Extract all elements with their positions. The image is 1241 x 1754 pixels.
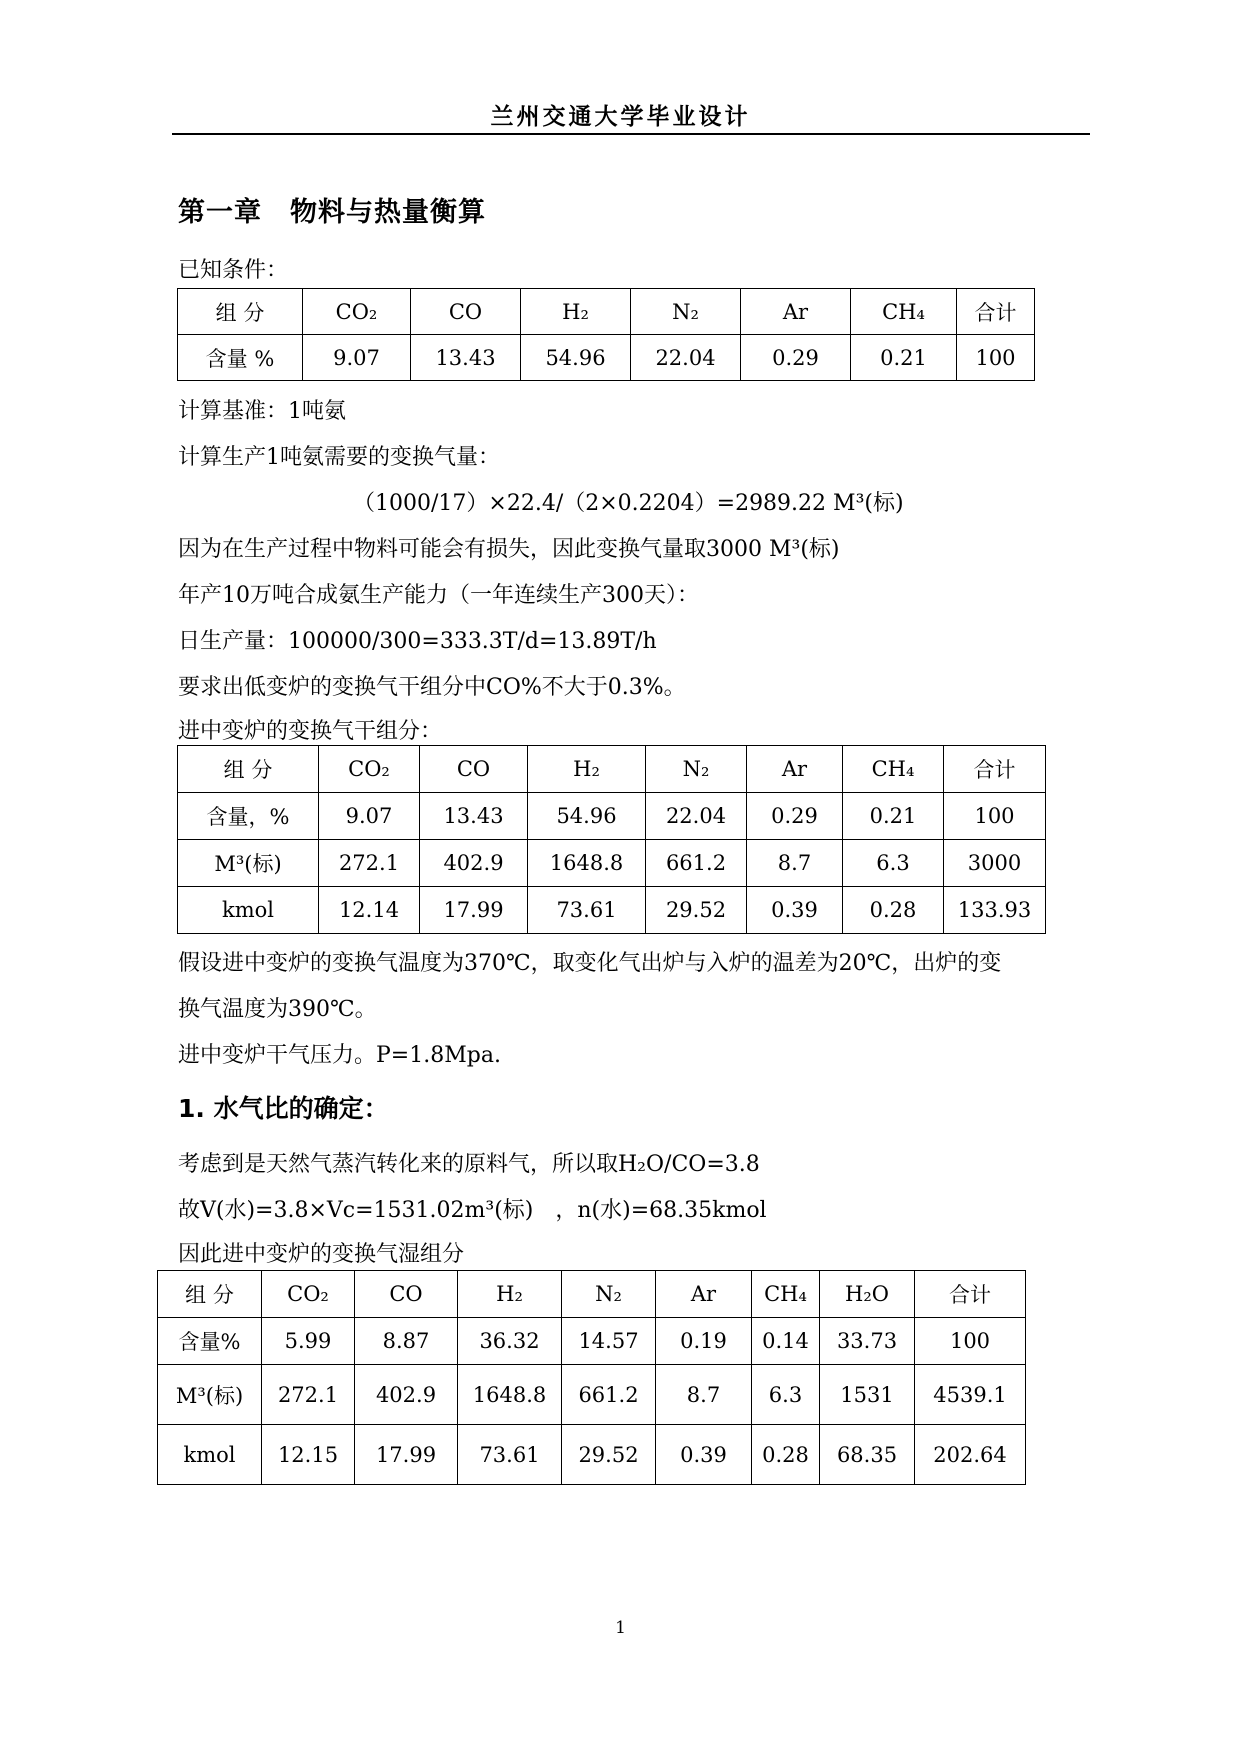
composition-table-1 (177, 288, 1035, 381)
table-cell: H₂O (820, 1271, 915, 1318)
table-cell: 5.99 (262, 1318, 355, 1365)
table-cell: 0.39 (747, 887, 843, 934)
table-cell: 0.28 (752, 1425, 820, 1485)
table-cell: 17.99 (420, 887, 528, 934)
table-cell: 9.07 (319, 793, 420, 840)
table-cell: CH₄ (752, 1271, 820, 1318)
table-cell: 8.7 (656, 1365, 752, 1425)
table-row (178, 840, 1046, 887)
temp-assumption-line-1: 假设进中变炉的变换气温度为370℃，取变化气出炉与入炉的温差为20℃，出炉的变 (178, 951, 1002, 976)
section-title: 1. 水气比的确定： (178, 1094, 389, 1123)
wet-composition-label: 因此进中变炉的变换气湿组分 (178, 1242, 465, 1267)
table-cell: 9.07 (303, 335, 411, 381)
table-cell: 组 分 (158, 1271, 262, 1318)
steam-volume-line: 故V(水)=3.8×Vc=1531.02m³(标) ，n(水)=68.35kmol (178, 1198, 767, 1223)
table-cell: 0.39 (656, 1425, 752, 1485)
document-header: 兰州交通大学毕业设计 (490, 104, 751, 130)
table-cell: 合计 (957, 289, 1035, 335)
table-cell: 含量，% (178, 793, 319, 840)
pressure-line: 进中变炉干气压力。P=1.8Mpa. (178, 1043, 501, 1068)
table-cell: 661.2 (562, 1365, 656, 1425)
co-requirement-line: 要求出低变炉的变换气干组分中CO%不大于0.3%。 (178, 675, 686, 700)
table-cell: 13.43 (411, 335, 521, 381)
table-cell: H₂ (528, 746, 646, 793)
table-cell: 0.29 (741, 335, 851, 381)
table-cell: 1531 (820, 1365, 915, 1425)
page-number: 1 (615, 1618, 626, 1638)
table-row (158, 1318, 1026, 1365)
table-cell: 73.61 (458, 1425, 562, 1485)
steam-ratio-line: 考虑到是天然气蒸汽转化来的原料气，所以取H₂O/CO=3.8 (178, 1152, 760, 1177)
table-cell: 合计 (944, 746, 1046, 793)
table-cell: CO (355, 1271, 458, 1318)
table-cell: 29.52 (562, 1425, 656, 1485)
table-cell: CO₂ (303, 289, 411, 335)
table-cell: 8.87 (355, 1318, 458, 1365)
table-cell: 33.73 (820, 1318, 915, 1365)
known-conditions-label: 已知条件： (178, 258, 289, 283)
table-cell: CO₂ (319, 746, 420, 793)
table-row (178, 887, 1046, 934)
table-cell: 54.96 (521, 335, 631, 381)
table-cell: 0.28 (843, 887, 944, 934)
table-cell: 29.52 (646, 887, 747, 934)
table-cell: 100 (944, 793, 1046, 840)
table-cell: CO (420, 746, 528, 793)
formula-line: （1000/17）×22.4/（2×0.2204）=2989.22 M³(标) (353, 491, 904, 516)
table-cell: 12.15 (262, 1425, 355, 1485)
table-cell: N₂ (631, 289, 741, 335)
table-cell: 73.61 (528, 887, 646, 934)
table-cell: 组 分 (178, 746, 319, 793)
basis-line: 计算基准：1吨氨 (178, 399, 346, 424)
table-cell: 100 (957, 335, 1035, 381)
table-header-row (178, 289, 1035, 335)
table-cell: 22.04 (631, 335, 741, 381)
table-cell: 12.14 (319, 887, 420, 934)
table-cell: H₂ (521, 289, 631, 335)
table-cell: 54.96 (528, 793, 646, 840)
loss-note-line: 因为在生产过程中物料可能会有损失，因此变换气量取3000 M³(标) (178, 537, 840, 562)
table-cell: 0.29 (747, 793, 843, 840)
dry-composition-table (177, 745, 1046, 934)
table-cell: 1648.8 (528, 840, 646, 887)
table-cell: kmol (178, 887, 319, 934)
table-cell: 100 (915, 1318, 1026, 1365)
table-cell: 含量 % (178, 335, 303, 381)
table-cell: 272.1 (262, 1365, 355, 1425)
table-cell: 17.99 (355, 1425, 458, 1485)
table-row (158, 1425, 1026, 1485)
table-row (158, 1365, 1026, 1425)
table-header-row (178, 746, 1046, 793)
table-cell: 4539.1 (915, 1365, 1026, 1425)
table-cell: Ar (747, 746, 843, 793)
table-cell: CO (411, 289, 521, 335)
annual-capacity-line: 年产10万吨合成氨生产能力（一年连续生产300天）： (178, 583, 699, 608)
table-cell: 8.7 (747, 840, 843, 887)
table-cell: 402.9 (355, 1365, 458, 1425)
table-cell: 133.93 (944, 887, 1046, 934)
header-rule (172, 133, 1090, 135)
table-cell: 1648.8 (458, 1365, 562, 1425)
table-cell: N₂ (646, 746, 747, 793)
table-cell: 6.3 (752, 1365, 820, 1425)
temp-assumption-line-2: 换气温度为390℃。 (178, 997, 377, 1022)
table-cell: N₂ (562, 1271, 656, 1318)
table-cell: 272.1 (319, 840, 420, 887)
table-header-row (158, 1271, 1026, 1318)
table-cell: 202.64 (915, 1425, 1026, 1485)
table-cell: 0.21 (843, 793, 944, 840)
table-cell: 22.04 (646, 793, 747, 840)
chapter-title: 第一章 物料与热量衡算 (178, 197, 486, 228)
dry-composition-label: 进中变炉的变换气干组分： (178, 719, 443, 744)
table-cell: 402.9 (420, 840, 528, 887)
table-cell: kmol (158, 1425, 262, 1485)
table-cell: Ar (741, 289, 851, 335)
table-row (178, 793, 1046, 840)
table-cell: 含量% (158, 1318, 262, 1365)
table-cell: 6.3 (843, 840, 944, 887)
table-cell: M³(标) (178, 840, 319, 887)
table-cell: 0.19 (656, 1318, 752, 1365)
wet-composition-table (157, 1270, 1026, 1485)
table-cell: CO₂ (262, 1271, 355, 1318)
table-cell: 合计 (915, 1271, 1026, 1318)
table-cell: 3000 (944, 840, 1046, 887)
table-row (178, 335, 1035, 381)
table-cell: 组 分 (178, 289, 303, 335)
table-cell: Ar (656, 1271, 752, 1318)
table-cell: CH₄ (843, 746, 944, 793)
table-cell: 13.43 (420, 793, 528, 840)
table-cell: 14.57 (562, 1318, 656, 1365)
shift-gas-needed-line: 计算生产1吨氨需要的变换气量： (178, 445, 500, 470)
table-cell: H₂ (458, 1271, 562, 1318)
table-cell: 661.2 (646, 840, 747, 887)
table-cell: 0.21 (851, 335, 957, 381)
table-cell: M³(标) (158, 1365, 262, 1425)
table-cell: CH₄ (851, 289, 957, 335)
table-cell: 0.14 (752, 1318, 820, 1365)
daily-output-line: 日生产量：100000/300=333.3T/d=13.89T/h (178, 629, 657, 654)
table-cell: 68.35 (820, 1425, 915, 1485)
table-cell: 36.32 (458, 1318, 562, 1365)
